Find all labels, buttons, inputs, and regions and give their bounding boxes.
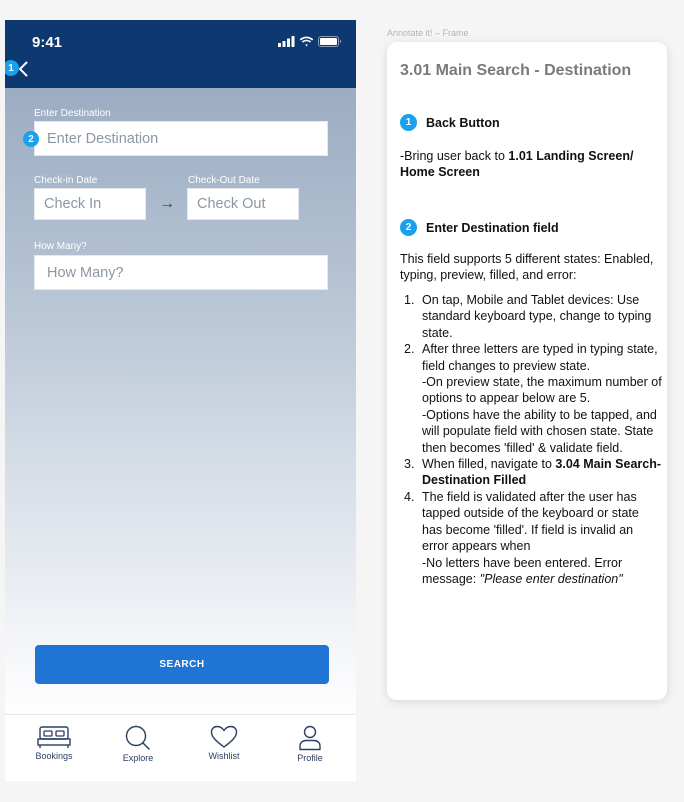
list-number: 3. bbox=[404, 457, 415, 472]
list-text bbox=[422, 456, 662, 489]
list-item bbox=[400, 489, 662, 587]
phone-screen bbox=[5, 20, 356, 781]
checkout-label: Check-Out Date bbox=[188, 175, 260, 186]
search-icon bbox=[124, 725, 152, 751]
list-item bbox=[400, 341, 662, 456]
section-destination-heading bbox=[400, 219, 559, 236]
bottom-tab-bar bbox=[5, 714, 356, 781]
list-item bbox=[400, 456, 662, 489]
guests-input[interactable]: How Many? bbox=[34, 255, 328, 290]
list-text: On tap, Mobile and Tablet devices: Use standard keyboard type, change to typing state. bbox=[422, 293, 652, 340]
section-destination-intro: This field supports 5 different states: Enabled, typing, preview, filled, and error: bbox=[400, 252, 654, 283]
annotation-card bbox=[387, 42, 667, 700]
text: -Bring user back to bbox=[400, 149, 509, 163]
tab-label: Profile bbox=[297, 753, 323, 763]
status-icons bbox=[278, 36, 342, 47]
heart-icon bbox=[210, 725, 238, 749]
list-text bbox=[422, 489, 662, 587]
list-text bbox=[422, 341, 662, 456]
tab-label: Bookings bbox=[35, 751, 73, 761]
annotation-marker-2: 2 bbox=[23, 131, 39, 147]
list-number: 1. bbox=[404, 293, 415, 307]
section-heading: Enter Destination field bbox=[426, 220, 559, 235]
section-back-button-text bbox=[400, 148, 662, 181]
tab-label: Wishlist bbox=[208, 751, 240, 761]
list-item bbox=[400, 292, 662, 341]
text: -On preview state, the maximum number of options to appear below are 5. bbox=[422, 375, 662, 406]
text: -Options have the ability to be tapped, and will populate field with chosen state. State then becomes 'filled' & validate field. bbox=[422, 407, 657, 455]
status-time: 9:41 bbox=[32, 34, 63, 51]
tab-profile[interactable] bbox=[275, 725, 345, 763]
date-range-arrow: → bbox=[159, 195, 175, 212]
tab-explore[interactable] bbox=[103, 725, 173, 763]
status-bar bbox=[5, 20, 356, 88]
chevron-left-icon bbox=[18, 61, 28, 77]
tab-label: Explore bbox=[122, 753, 154, 763]
text: When filled, navigate to bbox=[422, 457, 556, 472]
frame-title: Annotate it! – Frame bbox=[387, 28, 469, 38]
guests-label: How Many? bbox=[34, 241, 87, 252]
search-button[interactable]: SEARCH bbox=[35, 645, 329, 684]
text-bold: 1.01 Landing Screen/ Home Screen bbox=[400, 149, 634, 180]
checkin-input[interactable]: Check In bbox=[34, 188, 146, 220]
destination-input[interactable]: Enter Destination bbox=[34, 121, 328, 156]
tab-bookings[interactable] bbox=[19, 725, 89, 761]
section-heading: Back Button bbox=[426, 115, 500, 130]
text: After three letters are typed in typing state, field changes to preview state. bbox=[422, 342, 658, 373]
section-back-button-heading bbox=[400, 114, 500, 131]
cellular-signal-icon bbox=[278, 36, 295, 47]
checkout-input[interactable]: Check Out bbox=[187, 188, 299, 220]
text-bold: 3.04 Main Search- Destination Filled bbox=[422, 457, 662, 488]
destination-states-list bbox=[400, 292, 662, 587]
annotation-title: 3.01 Main Search - Destination bbox=[400, 62, 632, 79]
checkin-label: Check-in Date bbox=[34, 175, 98, 186]
annotation-marker-1: 1 bbox=[5, 60, 19, 76]
bed-icon bbox=[37, 725, 71, 749]
annotation-number: 1 bbox=[400, 114, 417, 131]
wifi-icon bbox=[299, 36, 314, 47]
text: The field is validated after the user has tapped outside of the keyboard or state has become 'filled'. If field is invalid an error appears when bbox=[422, 489, 639, 554]
annotation-number: 2 bbox=[400, 219, 417, 236]
list-number: 2. bbox=[404, 342, 415, 357]
battery-icon bbox=[318, 36, 342, 47]
list-number: 4. bbox=[404, 489, 415, 504]
destination-label: Enter Destination bbox=[34, 108, 111, 119]
user-icon bbox=[298, 725, 322, 751]
text-italic: "Please enter destination" bbox=[479, 571, 623, 586]
text: -No letters have been entered. Error message: bbox=[422, 555, 623, 586]
tab-wishlist[interactable] bbox=[189, 725, 259, 761]
